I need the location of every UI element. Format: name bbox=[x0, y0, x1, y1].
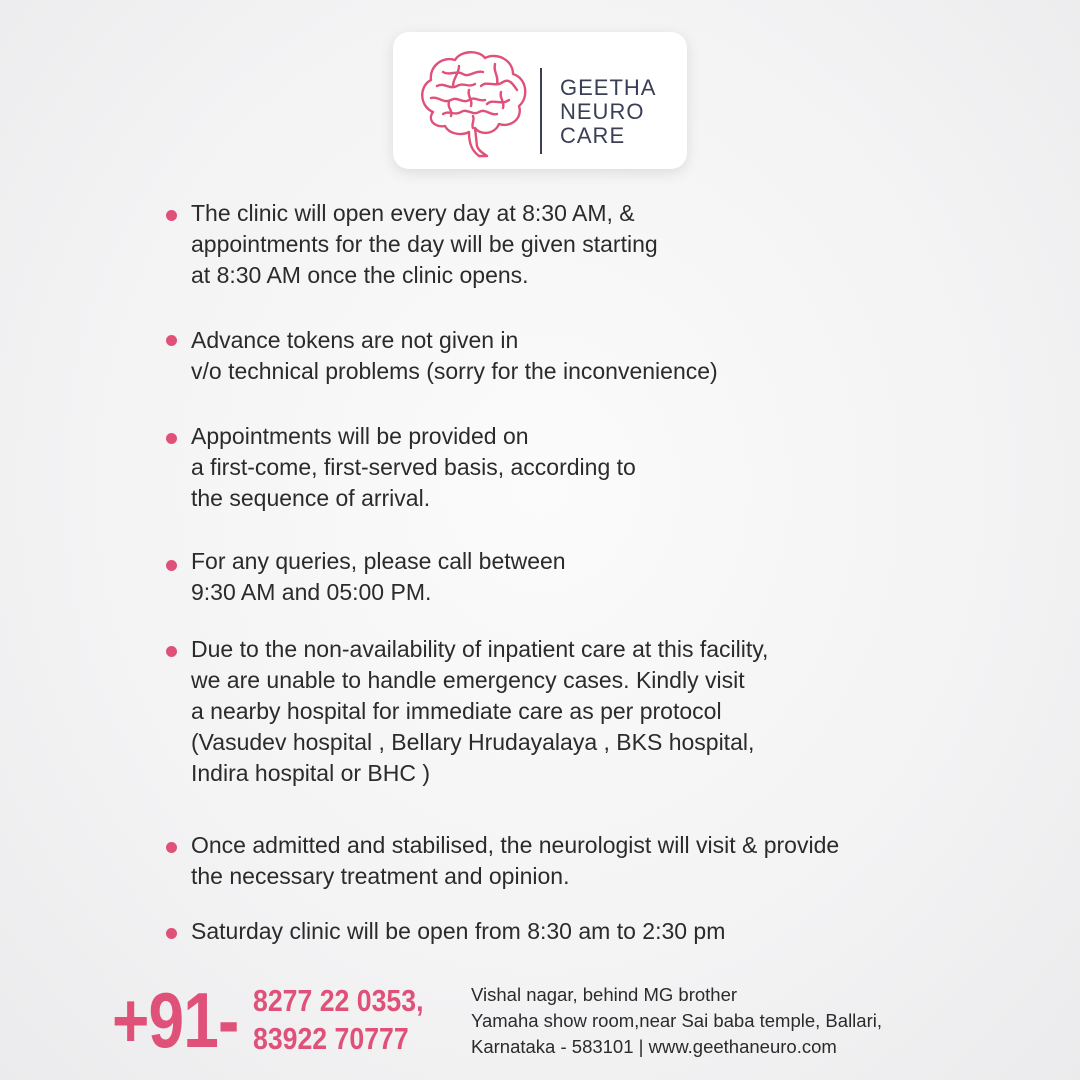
bullet-dot bbox=[166, 928, 177, 939]
note-text: Once admitted and stabilised, the neurologist will visit & provide the necessary treatment and opinion. bbox=[191, 832, 840, 889]
address-block bbox=[471, 982, 1031, 1060]
address-line-3: Karnataka - 583101 | www.geethaneuro.com bbox=[471, 1036, 837, 1057]
note-text: For any queries, please call between 9:30 AM and 05:00 PM. bbox=[191, 548, 566, 605]
note-text: The clinic will open every day at 8:30 AM, & appointments for the day will be given starting at 8:30 AM once the clinic opens. bbox=[191, 200, 658, 288]
note-text: Saturday clinic will be open from 8:30 am to 2:30 pm bbox=[191, 918, 726, 944]
bullet-dot bbox=[166, 433, 177, 444]
list-item bbox=[166, 546, 966, 608]
logo-line-3: CARE bbox=[560, 123, 626, 148]
list-item bbox=[166, 198, 966, 291]
note-text: Advance tokens are not given in v/o technical problems (sorry for the inconvenience) bbox=[191, 327, 718, 384]
list-item bbox=[166, 830, 966, 892]
list-item bbox=[166, 421, 966, 514]
logo-line-1: GEETHA bbox=[560, 75, 657, 100]
list-item bbox=[166, 916, 966, 947]
phone-number-1[interactable]: 8277 22 0353, bbox=[253, 983, 424, 1018]
phone-number-2[interactable]: 83922 70777 bbox=[253, 1021, 409, 1056]
bullet-dot bbox=[166, 842, 177, 853]
bullet-dot bbox=[166, 560, 177, 571]
address-line-1: Vishal nagar, behind MG brother bbox=[471, 984, 738, 1005]
logo-line-2: NEURO bbox=[560, 99, 645, 124]
note-text: Appointments will be provided on a first-come, first-served basis, according to the sequence of arrival. bbox=[191, 423, 636, 511]
note-text: Due to the non-availability of inpatient care at this facility, we are unable to handle emergency cases. Kindly visit a nearby hospital for immediate care as per protocol (Vasudev hospital , Bellary Hrudayalaya , BKS hospital, Indira hospital or BHC ) bbox=[191, 636, 769, 786]
address-line-2: Yamaha show room,near Sai baba temple, Ballari, bbox=[471, 1010, 882, 1031]
bullet-dot bbox=[166, 210, 177, 221]
bullet-dot bbox=[166, 335, 177, 346]
bullet-dot bbox=[166, 646, 177, 657]
country-code: +91- bbox=[112, 976, 239, 1064]
list-item bbox=[166, 634, 966, 789]
list-item bbox=[166, 325, 966, 387]
phone-numbers bbox=[253, 982, 423, 1058]
